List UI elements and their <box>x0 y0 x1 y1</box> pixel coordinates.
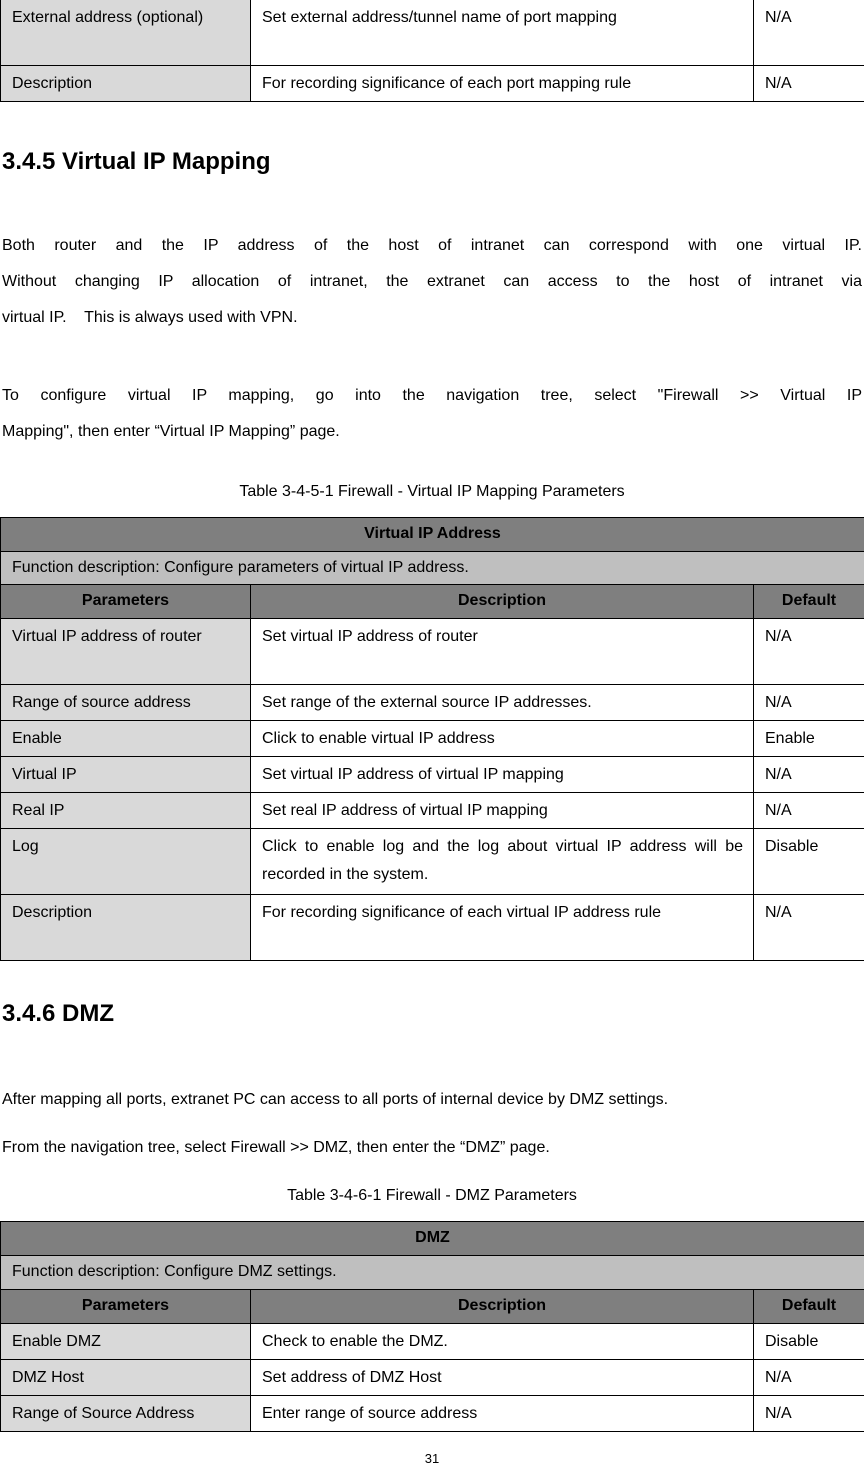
default-cell: Disable <box>754 829 864 895</box>
column-header-default: Default <box>754 585 864 619</box>
param-cell: Real IP <box>1 793 251 829</box>
paragraph-line: Both router and the IP address of the host of intranet can correspond with one virtual IP. <box>2 237 862 254</box>
param-cell: Log <box>1 829 251 895</box>
description-cell: Set real IP address of virtual IP mapping <box>251 793 754 829</box>
default-cell: N/A <box>754 793 864 829</box>
paragraph-line: Without changing IP allocation of intranet, the extranet can access to the host of intranet via <box>2 273 862 290</box>
paragraph-line: To configure virtual IP mapping, go into the navigation tree, select "Firewall >> Virtual IP <box>2 387 862 404</box>
description-cell: Set external address/tunnel name of port mapping <box>251 0 754 66</box>
table-row <box>1 1396 864 1432</box>
table-row <box>1 829 864 895</box>
paragraph-line: virtual IP. This is always used with VPN. <box>2 309 298 326</box>
dmz-parameters-table <box>0 1221 864 1432</box>
table-row <box>1 685 864 721</box>
column-header-parameters: Parameters <box>1 585 251 619</box>
param-cell: Range of Source Address <box>1 1396 251 1432</box>
table-function-row <box>1 552 864 585</box>
table-row <box>1 757 864 793</box>
virtual-ip-parameters-table <box>0 517 864 961</box>
param-cell: Range of source address <box>1 685 251 721</box>
function-description: Function description: Configure DMZ settings. <box>1 1256 864 1290</box>
param-cell: DMZ Host <box>1 1360 251 1396</box>
description-cell: For recording significance of each port mapping rule <box>251 66 754 102</box>
table-title-row <box>1 518 864 552</box>
description-cell: Click to enable virtual IP address <box>251 721 754 757</box>
paragraph-virtual-ip-configure <box>2 378 862 450</box>
description-cell: Set virtual IP address of virtual IP mapping <box>251 757 754 793</box>
default-cell: N/A <box>754 66 864 102</box>
paragraph-dmz-navigation <box>2 1130 862 1166</box>
default-cell: N/A <box>754 0 864 66</box>
description-cell: For recording significance of each virtual IP address rule <box>251 895 754 961</box>
param-cell: External address (optional) <box>1 0 251 66</box>
table-row <box>1 66 864 102</box>
default-cell: N/A <box>754 757 864 793</box>
table-header-row <box>1 1290 864 1324</box>
paragraph-dmz-intro <box>2 1082 862 1118</box>
description-cell: Set address of DMZ Host <box>251 1360 754 1396</box>
default-cell: N/A <box>754 685 864 721</box>
description-cell: Click to enable log and the log about virtual IP address will be recorded in the system. <box>251 829 754 895</box>
description-cell: Set range of the external source IP addresses. <box>251 685 754 721</box>
default-cell: N/A <box>754 1396 864 1432</box>
table-header-row <box>1 585 864 619</box>
paragraph-line: From the navigation tree, select Firewall >> DMZ, then enter the “DMZ” page. <box>2 1139 550 1156</box>
function-description: Function description: Configure parameters of virtual IP address. <box>1 552 864 585</box>
paragraph-line: Mapping", then enter “Virtual IP Mapping” page. <box>2 423 340 440</box>
table-row <box>1 1324 864 1360</box>
section-heading-virtual-ip-mapping: 3.4.5 Virtual IP Mapping <box>2 148 271 175</box>
description-cell: Enter range of source address <box>251 1396 754 1432</box>
port-mapping-table-continued <box>0 0 864 102</box>
table-title-row <box>1 1222 864 1256</box>
paragraph-line: After mapping all ports, extranet PC can access to all ports of internal device by DMZ settings. <box>2 1091 669 1108</box>
table-title: Virtual IP Address <box>1 518 864 552</box>
table-row <box>1 721 864 757</box>
default-cell: Enable <box>754 721 864 757</box>
table-row <box>1 0 864 66</box>
param-cell: Virtual IP address of router <box>1 619 251 685</box>
param-cell: Description <box>1 895 251 961</box>
description-cell: Set virtual IP address of router <box>251 619 754 685</box>
default-cell: N/A <box>754 1360 864 1396</box>
column-header-default: Default <box>754 1290 864 1324</box>
page-number: 31 <box>424 1451 440 1466</box>
param-cell: Virtual IP <box>1 757 251 793</box>
table-title: DMZ <box>1 1222 864 1256</box>
section-heading-dmz: 3.4.6 DMZ <box>2 1000 115 1027</box>
default-cell: N/A <box>754 619 864 685</box>
column-header-description: Description <box>251 585 754 619</box>
param-cell: Enable <box>1 721 251 757</box>
paragraph-virtual-ip-intro <box>2 228 862 336</box>
column-header-parameters: Parameters <box>1 1290 251 1324</box>
table-caption: Table 3-4-6-1 Firewall - DMZ Parameters <box>287 1187 577 1204</box>
table-row <box>1 895 864 961</box>
table-caption: Table 3-4-5-1 Firewall - Virtual IP Mapping Parameters <box>239 483 625 500</box>
table-row <box>1 793 864 829</box>
table-function-row <box>1 1256 864 1290</box>
table-row <box>1 619 864 685</box>
table-row <box>1 1360 864 1396</box>
column-header-description: Description <box>251 1290 754 1324</box>
default-cell: Disable <box>754 1324 864 1360</box>
description-cell: Check to enable the DMZ. <box>251 1324 754 1360</box>
param-cell: Enable DMZ <box>1 1324 251 1360</box>
param-cell: Description <box>1 66 251 102</box>
default-cell: N/A <box>754 895 864 961</box>
